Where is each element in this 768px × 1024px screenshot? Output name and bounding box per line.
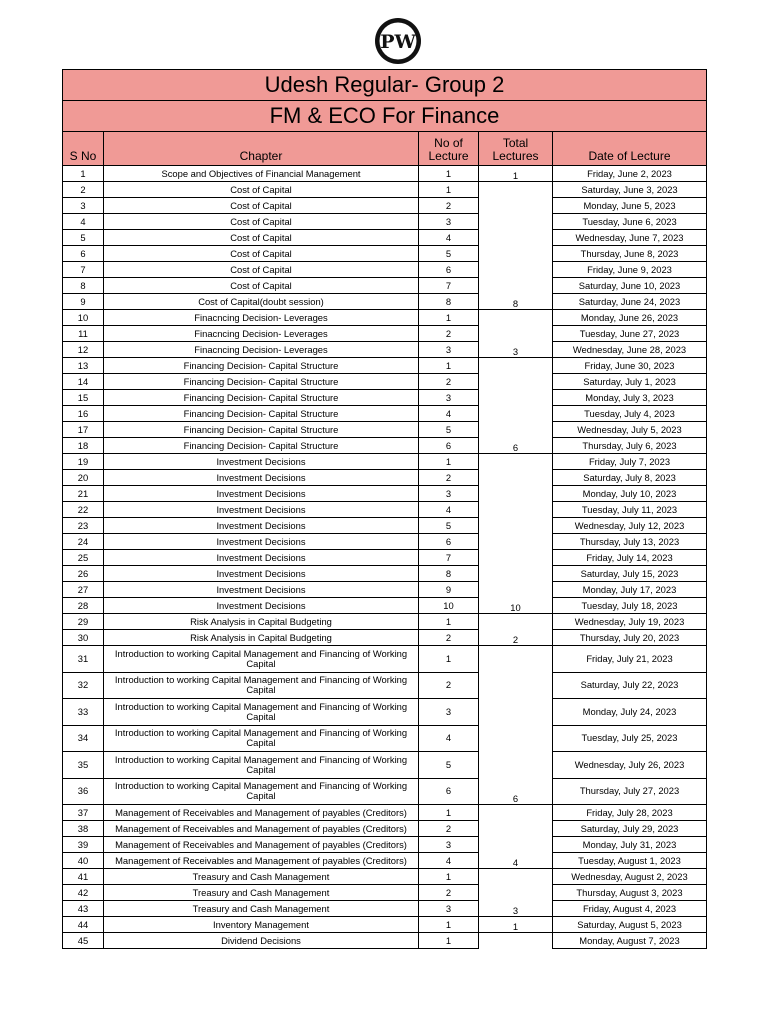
cell-lecture-no: 3 [419, 342, 479, 358]
cell-sno: 27 [63, 582, 104, 598]
cell-chapter: Investment Decisions [104, 550, 419, 566]
cell-chapter: Introduction to working Capital Management and Financing of Working Capital [104, 778, 419, 805]
cell-chapter: Cost of Capital(doubt session) [104, 294, 419, 310]
cell-total-lectures [479, 454, 553, 470]
table-row [63, 518, 707, 534]
table-row [63, 294, 707, 310]
table-row [63, 699, 707, 726]
cell-chapter: Financing Decision- Capital Structure [104, 422, 419, 438]
cell-total-lectures: 10 [479, 598, 553, 614]
cell-date: Saturday, June 10, 2023 [553, 278, 707, 294]
cell-total-lectures [479, 885, 553, 901]
cell-date: Thursday, July 6, 2023 [553, 438, 707, 454]
cell-chapter: Investment Decisions [104, 486, 419, 502]
cell-sno: 45 [63, 933, 104, 949]
cell-lecture-no: 4 [419, 502, 479, 518]
cell-date: Friday, June 9, 2023 [553, 262, 707, 278]
cell-chapter: Management of Receivables and Management of payables (Creditors) [104, 805, 419, 821]
cell-total-lectures [479, 182, 553, 198]
table-row [63, 821, 707, 837]
header-sno: S No [63, 132, 104, 166]
cell-sno: 30 [63, 630, 104, 646]
cell-chapter: Risk Analysis in Capital Budgeting [104, 614, 419, 630]
cell-sno: 44 [63, 917, 104, 933]
cell-sno: 7 [63, 262, 104, 278]
table-row [63, 885, 707, 901]
cell-total-lectures [479, 390, 553, 406]
cell-sno: 23 [63, 518, 104, 534]
cell-total-lectures [479, 534, 553, 550]
cell-chapter: Financing Decision- Capital Structure [104, 390, 419, 406]
cell-sno: 8 [63, 278, 104, 294]
cell-total-lectures: 1 [479, 917, 553, 933]
cell-lecture-no: 2 [419, 326, 479, 342]
title-row [63, 70, 707, 101]
lecture-schedule-table [62, 69, 707, 949]
cell-date: Monday, July 31, 2023 [553, 837, 707, 853]
cell-lecture-no: 1 [419, 933, 479, 949]
cell-chapter: Finacncing Decision- Leverages [104, 310, 419, 326]
cell-chapter: Cost of Capital [104, 246, 419, 262]
cell-sno: 25 [63, 550, 104, 566]
cell-sno: 22 [63, 502, 104, 518]
cell-total-lectures [479, 566, 553, 582]
cell-lecture-no: 1 [419, 182, 479, 198]
cell-date: Thursday, July 13, 2023 [553, 534, 707, 550]
cell-total-lectures [479, 837, 553, 853]
cell-date: Monday, June 5, 2023 [553, 198, 707, 214]
cell-total-lectures [479, 246, 553, 262]
cell-sno: 11 [63, 326, 104, 342]
table-row [63, 390, 707, 406]
cell-lecture-no: 1 [419, 869, 479, 885]
table-row [63, 406, 707, 422]
cell-lecture-no: 5 [419, 246, 479, 262]
cell-sno: 15 [63, 390, 104, 406]
cell-total-lectures [479, 502, 553, 518]
cell-sno: 9 [63, 294, 104, 310]
cell-date: Monday, June 26, 2023 [553, 310, 707, 326]
sheet-subtitle: FM & ECO For Finance [63, 101, 707, 132]
cell-lecture-no: 1 [419, 310, 479, 326]
cell-date: Tuesday, August 1, 2023 [553, 853, 707, 869]
cell-lecture-no: 3 [419, 390, 479, 406]
cell-chapter: Scope and Objectives of Financial Management [104, 166, 419, 182]
cell-sno: 18 [63, 438, 104, 454]
cell-total-lectures [479, 805, 553, 821]
table-row [63, 262, 707, 278]
cell-lecture-no: 5 [419, 518, 479, 534]
cell-lecture-no: 1 [419, 917, 479, 933]
cell-date: Wednesday, July 5, 2023 [553, 422, 707, 438]
cell-date: Wednesday, July 12, 2023 [553, 518, 707, 534]
cell-chapter: Investment Decisions [104, 566, 419, 582]
cell-chapter: Investment Decisions [104, 582, 419, 598]
cell-chapter: Treasury and Cash Management [104, 901, 419, 917]
cell-sno: 29 [63, 614, 104, 630]
cell-lecture-no: 2 [419, 374, 479, 390]
cell-date: Saturday, June 24, 2023 [553, 294, 707, 310]
cell-lecture-no: 2 [419, 885, 479, 901]
cell-lecture-no: 5 [419, 752, 479, 779]
header-total-lectures: Total Lectures [479, 132, 553, 166]
cell-date: Wednesday, August 2, 2023 [553, 869, 707, 885]
header-chapter: Chapter [104, 132, 419, 166]
cell-sno: 19 [63, 454, 104, 470]
cell-chapter: Introduction to working Capital Management and Financing of Working Capital [104, 699, 419, 726]
table-row [63, 853, 707, 869]
table-row [63, 278, 707, 294]
cell-sno: 17 [63, 422, 104, 438]
cell-sno: 43 [63, 901, 104, 917]
cell-total-lectures [479, 518, 553, 534]
cell-lecture-no: 4 [419, 406, 479, 422]
table-row [63, 582, 707, 598]
cell-chapter: Introduction to working Capital Management and Financing of Working Capital [104, 672, 419, 699]
cell-total-lectures [479, 470, 553, 486]
cell-chapter: Cost of Capital [104, 214, 419, 230]
cell-date: Thursday, August 3, 2023 [553, 885, 707, 901]
table-row [63, 342, 707, 358]
header-row [63, 132, 707, 166]
cell-sno: 2 [63, 182, 104, 198]
cell-date: Friday, August 4, 2023 [553, 901, 707, 917]
cell-lecture-no: 2 [419, 672, 479, 699]
cell-total-lectures: 3 [479, 342, 553, 358]
cell-sno: 41 [63, 869, 104, 885]
cell-lecture-no: 6 [419, 778, 479, 805]
svg-text:PW: PW [380, 31, 416, 53]
cell-lecture-no: 3 [419, 699, 479, 726]
table-row [63, 672, 707, 699]
cell-total-lectures: 6 [479, 438, 553, 454]
header-no-of-lecture: No of Lecture [419, 132, 479, 166]
cell-chapter: Investment Decisions [104, 454, 419, 470]
cell-chapter: Dividend Decisions [104, 933, 419, 949]
table-row [63, 869, 707, 885]
cell-date: Wednesday, June 7, 2023 [553, 230, 707, 246]
cell-lecture-no: 9 [419, 582, 479, 598]
cell-lecture-no: 3 [419, 214, 479, 230]
table-row [63, 933, 707, 949]
cell-lecture-no: 2 [419, 470, 479, 486]
cell-sno: 28 [63, 598, 104, 614]
table-row [63, 182, 707, 198]
cell-chapter: Management of Receivables and Management of payables (Creditors) [104, 837, 419, 853]
cell-lecture-no: 1 [419, 614, 479, 630]
cell-sno: 21 [63, 486, 104, 502]
cell-lecture-no: 1 [419, 166, 479, 182]
table-row [63, 534, 707, 550]
cell-sno: 20 [63, 470, 104, 486]
cell-chapter: Investment Decisions [104, 598, 419, 614]
table-row [63, 614, 707, 630]
cell-date: Friday, June 2, 2023 [553, 166, 707, 182]
cell-lecture-no: 7 [419, 550, 479, 566]
pw-logo-icon [374, 17, 422, 65]
cell-total-lectures [479, 550, 553, 566]
cell-date: Friday, June 30, 2023 [553, 358, 707, 374]
cell-lecture-no: 2 [419, 630, 479, 646]
cell-total-lectures [479, 422, 553, 438]
cell-total-lectures: 4 [479, 853, 553, 869]
cell-lecture-no: 8 [419, 294, 479, 310]
cell-sno: 24 [63, 534, 104, 550]
cell-total-lectures [479, 869, 553, 885]
cell-total-lectures [479, 725, 553, 752]
cell-chapter: Financing Decision- Capital Structure [104, 374, 419, 390]
cell-sno: 14 [63, 374, 104, 390]
table-row [63, 630, 707, 646]
cell-date: Wednesday, July 26, 2023 [553, 752, 707, 779]
cell-chapter: Risk Analysis in Capital Budgeting [104, 630, 419, 646]
cell-date: Saturday, July 15, 2023 [553, 566, 707, 582]
cell-lecture-no: 3 [419, 837, 479, 853]
table-row [63, 502, 707, 518]
cell-chapter: Financing Decision- Capital Structure [104, 406, 419, 422]
sheet-title: Udesh Regular- Group 2 [63, 70, 707, 101]
table-row [63, 805, 707, 821]
cell-chapter: Finacncing Decision- Leverages [104, 326, 419, 342]
cell-date: Saturday, July 1, 2023 [553, 374, 707, 390]
table-row [63, 901, 707, 917]
cell-sno: 3 [63, 198, 104, 214]
cell-lecture-no: 7 [419, 278, 479, 294]
cell-sno: 26 [63, 566, 104, 582]
cell-chapter: Finacncing Decision- Leverages [104, 342, 419, 358]
cell-lecture-no: 4 [419, 230, 479, 246]
cell-date: Monday, July 24, 2023 [553, 699, 707, 726]
table-row [63, 646, 707, 673]
cell-sno: 34 [63, 725, 104, 752]
cell-lecture-no: 3 [419, 486, 479, 502]
cell-sno: 31 [63, 646, 104, 673]
cell-date: Saturday, June 3, 2023 [553, 182, 707, 198]
cell-lecture-no: 5 [419, 422, 479, 438]
table-row [63, 550, 707, 566]
cell-sno: 39 [63, 837, 104, 853]
table-row [63, 246, 707, 262]
cell-date: Tuesday, July 25, 2023 [553, 725, 707, 752]
cell-date: Tuesday, June 6, 2023 [553, 214, 707, 230]
cell-total-lectures [479, 214, 553, 230]
cell-chapter: Financing Decision- Capital Structure [104, 438, 419, 454]
cell-lecture-no: 8 [419, 566, 479, 582]
cell-sno: 6 [63, 246, 104, 262]
cell-date: Wednesday, June 28, 2023 [553, 342, 707, 358]
table-row [63, 230, 707, 246]
cell-total-lectures: 1 [479, 166, 553, 182]
cell-total-lectures [479, 933, 553, 949]
cell-total-lectures [479, 326, 553, 342]
cell-lecture-no: 2 [419, 198, 479, 214]
table-row [63, 214, 707, 230]
cell-lecture-no: 6 [419, 534, 479, 550]
table-row [63, 326, 707, 342]
table-row [63, 422, 707, 438]
cell-total-lectures: 2 [479, 630, 553, 646]
cell-total-lectures [479, 699, 553, 726]
cell-sno: 33 [63, 699, 104, 726]
cell-lecture-no: 4 [419, 853, 479, 869]
cell-sno: 37 [63, 805, 104, 821]
cell-chapter: Cost of Capital [104, 230, 419, 246]
cell-date: Tuesday, July 11, 2023 [553, 502, 707, 518]
cell-date: Monday, July 3, 2023 [553, 390, 707, 406]
cell-sno: 36 [63, 778, 104, 805]
table-row [63, 358, 707, 374]
cell-chapter: Management of Receivables and Management of payables (Creditors) [104, 853, 419, 869]
table-row [63, 917, 707, 933]
cell-sno: 5 [63, 230, 104, 246]
cell-date: Saturday, July 8, 2023 [553, 470, 707, 486]
cell-total-lectures: 3 [479, 901, 553, 917]
cell-total-lectures [479, 486, 553, 502]
cell-total-lectures [479, 230, 553, 246]
cell-date: Friday, July 21, 2023 [553, 646, 707, 673]
cell-date: Wednesday, July 19, 2023 [553, 614, 707, 630]
cell-total-lectures [479, 614, 553, 630]
cell-lecture-no: 10 [419, 598, 479, 614]
cell-lecture-no: 2 [419, 821, 479, 837]
cell-sno: 4 [63, 214, 104, 230]
subtitle-row [63, 101, 707, 132]
table-row [63, 438, 707, 454]
cell-date: Tuesday, July 4, 2023 [553, 406, 707, 422]
cell-sno: 42 [63, 885, 104, 901]
cell-date: Saturday, August 5, 2023 [553, 917, 707, 933]
table-row [63, 752, 707, 779]
cell-total-lectures [479, 821, 553, 837]
cell-chapter: Investment Decisions [104, 470, 419, 486]
cell-lecture-no: 3 [419, 901, 479, 917]
table-row [63, 486, 707, 502]
table-row [63, 374, 707, 390]
cell-sno: 35 [63, 752, 104, 779]
cell-sno: 12 [63, 342, 104, 358]
cell-chapter: Cost of Capital [104, 278, 419, 294]
cell-lecture-no: 1 [419, 805, 479, 821]
cell-lecture-no: 1 [419, 358, 479, 374]
cell-total-lectures [479, 262, 553, 278]
cell-date: Friday, July 28, 2023 [553, 805, 707, 821]
cell-total-lectures [479, 406, 553, 422]
cell-chapter: Cost of Capital [104, 198, 419, 214]
cell-lecture-no: 6 [419, 438, 479, 454]
cell-chapter: Inventory Management [104, 917, 419, 933]
cell-date: Tuesday, July 18, 2023 [553, 598, 707, 614]
cell-chapter: Cost of Capital [104, 262, 419, 278]
cell-sno: 40 [63, 853, 104, 869]
cell-sno: 32 [63, 672, 104, 699]
table-row [63, 778, 707, 805]
cell-chapter: Treasury and Cash Management [104, 885, 419, 901]
table-row [63, 837, 707, 853]
cell-date: Thursday, July 27, 2023 [553, 778, 707, 805]
table-row [63, 454, 707, 470]
cell-chapter: Treasury and Cash Management [104, 869, 419, 885]
cell-chapter: Investment Decisions [104, 518, 419, 534]
cell-total-lectures [479, 582, 553, 598]
cell-date: Thursday, June 8, 2023 [553, 246, 707, 262]
cell-sno: 38 [63, 821, 104, 837]
cell-total-lectures [479, 672, 553, 699]
cell-sno: 16 [63, 406, 104, 422]
cell-date: Friday, July 14, 2023 [553, 550, 707, 566]
table-row [63, 166, 707, 182]
cell-chapter: Cost of Capital [104, 182, 419, 198]
cell-date: Monday, July 10, 2023 [553, 486, 707, 502]
cell-sno: 13 [63, 358, 104, 374]
table-row [63, 470, 707, 486]
cell-chapter: Introduction to working Capital Management and Financing of Working Capital [104, 646, 419, 673]
cell-chapter: Financing Decision- Capital Structure [104, 358, 419, 374]
cell-date: Friday, July 7, 2023 [553, 454, 707, 470]
table-row [63, 725, 707, 752]
cell-date: Thursday, July 20, 2023 [553, 630, 707, 646]
cell-lecture-no: 1 [419, 646, 479, 673]
cell-date: Tuesday, June 27, 2023 [553, 326, 707, 342]
cell-chapter: Management of Receivables and Management of payables (Creditors) [104, 821, 419, 837]
cell-total-lectures [479, 198, 553, 214]
cell-lecture-no: 1 [419, 454, 479, 470]
header-date: Date of Lecture [553, 132, 707, 166]
cell-total-lectures [479, 752, 553, 779]
cell-date: Monday, July 17, 2023 [553, 582, 707, 598]
table-row [63, 198, 707, 214]
cell-total-lectures [479, 310, 553, 326]
cell-total-lectures [479, 646, 553, 673]
cell-total-lectures [479, 374, 553, 390]
cell-date: Saturday, July 29, 2023 [553, 821, 707, 837]
table-row [63, 310, 707, 326]
cell-sno: 10 [63, 310, 104, 326]
cell-total-lectures [479, 358, 553, 374]
cell-total-lectures: 6 [479, 778, 553, 805]
table-row [63, 598, 707, 614]
cell-chapter: Investment Decisions [104, 502, 419, 518]
cell-total-lectures [479, 278, 553, 294]
cell-chapter: Introduction to working Capital Management and Financing of Working Capital [104, 725, 419, 752]
cell-date: Saturday, July 22, 2023 [553, 672, 707, 699]
table-row [63, 566, 707, 582]
cell-total-lectures: 8 [479, 294, 553, 310]
cell-lecture-no: 4 [419, 725, 479, 752]
cell-chapter: Investment Decisions [104, 534, 419, 550]
cell-chapter: Introduction to working Capital Management and Financing of Working Capital [104, 752, 419, 779]
cell-lecture-no: 6 [419, 262, 479, 278]
cell-sno: 1 [63, 166, 104, 182]
cell-date: Monday, August 7, 2023 [553, 933, 707, 949]
